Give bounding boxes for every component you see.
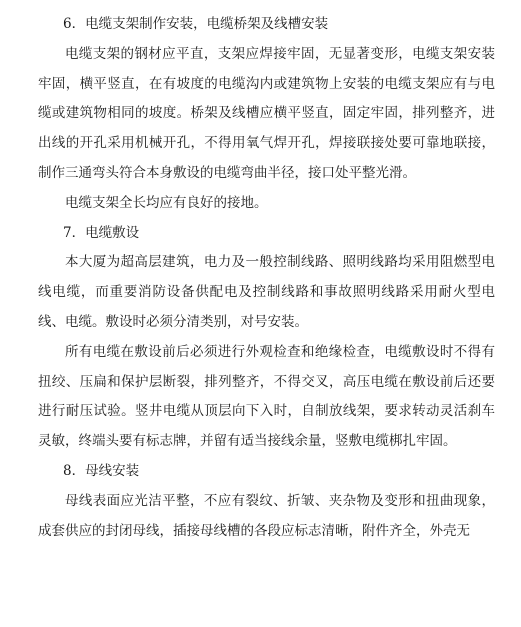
paragraph-cable-types: 本大厦为超高层建筑，电力及一般控制线路、照明线路均采用阻燃型电线电缆，而重要消防设备供配电及控制线路和事故照明线路采用耐火型电线、电缆。敷设时必须分清类别，对号安装。 bbox=[38, 254, 495, 330]
section-heading-8: 8．母线安装 bbox=[63, 462, 140, 479]
paragraph-cable-inspection: 所有电缆在敷设前后必须进行外观检查和绝缘检查，电缆敷设时不得有扭绞、压扁和保护层断裂，排列整齐，不得交叉，高压电缆在敷设前后还要进行耐压试验。竖井电缆从顶层向下入时，自制放线架，要求转动灵活刹车灵敏，终端头要有标志牌，并留有适当接线余量，竖敷电缆梆扎牢固。 bbox=[38, 343, 495, 450]
paragraph-grounding: 电缆支架全长均应有良好的接地。 bbox=[65, 194, 268, 211]
paragraph-busbar: 母线表面应光洁平整，不应有裂纹、折皱、夹杂物及变形和扭曲现象，成套供应的封闭母线，插接母线槽的各段应标志清晰，附件齐全，外壳无 bbox=[38, 492, 495, 539]
section-heading-7: 7．电缆敷设 bbox=[63, 224, 140, 241]
paragraph-cable-support: 电缆支架的钢材应平直，支架应焊接牢固，无显著变形，电缆支架安装牢固，横平竖直，在有坡度的电缆沟内或建筑物上安装的电缆支架应有与电缆或建筑物相同的坡度。桥架及线槽应横平竖直，固定牢固，排列整齐，进出线的开孔采用机械开孔，不得用氧气焊开孔，焊接联接处要可靠地联接，制作三通弯头符合本身敷设的电缆弯曲半径，接口处平整光滑。 bbox=[38, 45, 495, 181]
section-heading-6: 6．电缆支架制作安装，电缆桥架及线槽安装 bbox=[63, 16, 329, 32]
